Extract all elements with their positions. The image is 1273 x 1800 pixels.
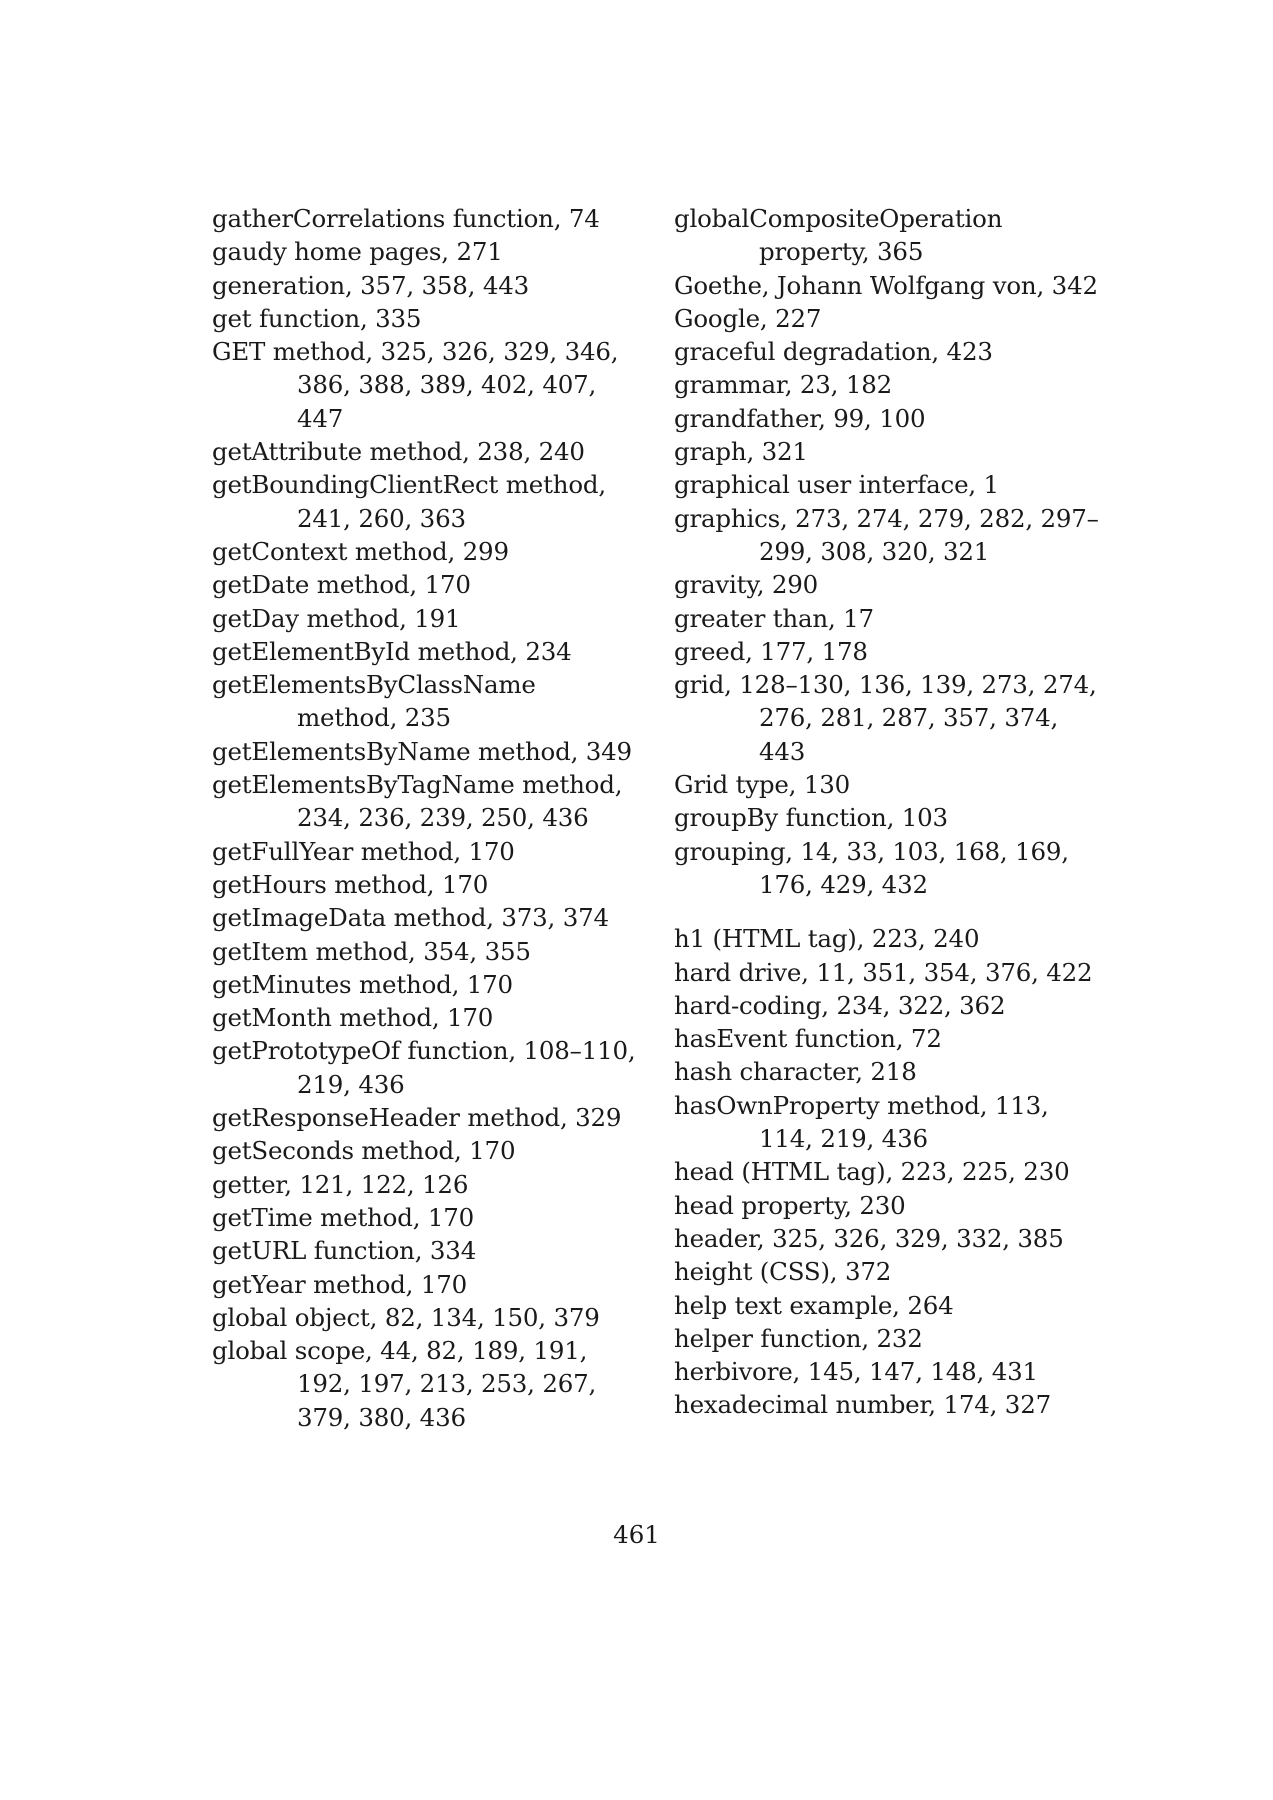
index-entry: getItem method, 354, 355 (212, 936, 531, 966)
index-entry: getYear method, 170 (212, 1269, 468, 1299)
index-entry: getHours method, 170 (212, 869, 489, 899)
index-entry: getElementsByName method, 349 (212, 736, 632, 766)
index-column-left (212, 202, 637, 1434)
index-entry: hasEvent function, 72 (674, 1024, 942, 1054)
index-entry: greed, 177, 178 (674, 636, 868, 666)
index-entry: getBoundingClientRect method, 241, 260, 363 (212, 470, 606, 533)
index-entry: gravity, 290 (674, 570, 819, 600)
index-entry: grouping, 14, 33, 103, 168, 169, 176, 429, 432 (674, 836, 1069, 899)
index-entry: getResponseHeader method, 329 (212, 1103, 622, 1133)
index-entry: GET method, 325, 326, 329, 346, 386, 388, 389, 402, 407, 447 (212, 337, 619, 433)
index-entry: head (HTML tag), 223, 225, 230 (674, 1157, 1070, 1187)
index-entry: getURL function, 334 (212, 1236, 477, 1266)
index-entry: gatherCorrelations function, 74 (212, 204, 600, 233)
index-entry: getDay method, 191 (212, 603, 461, 633)
index-entry: getFullYear method, 170 (212, 836, 515, 866)
index-entry: Grid type, 130 (674, 770, 850, 800)
index-entry: get function, 335 (212, 303, 422, 333)
index-entry: height (CSS), 372 (674, 1257, 892, 1287)
index-entry: hexadecimal number, 174, 327 (674, 1390, 1051, 1420)
index-entry: helper function, 232 (674, 1323, 923, 1353)
index-entry: hard drive, 11, 351, 354, 376, 422 (674, 957, 1093, 987)
index-entry: help text example, 264 (674, 1290, 954, 1320)
index-entry: generation, 357, 358, 443 (212, 270, 530, 300)
index-entry: graphics, 273, 274, 279, 282, 297–299, 308, 320, 321 (674, 503, 1099, 566)
index-entry: Goethe, Johann Wolfgang von, 342 (674, 270, 1098, 300)
index-entry: h1 (HTML tag), 223, 240 (674, 924, 980, 954)
index-entry: getContext method, 299 (212, 536, 509, 566)
index-entry: getElementById method, 234 (212, 636, 572, 666)
index-entry: getPrototypeOf function, 108–110, 219, 436 (212, 1036, 636, 1099)
index-entry: getMonth method, 170 (212, 1003, 494, 1033)
index-entry: graphical user interface, 1 (674, 470, 999, 500)
index-entry: hash character, 218 (674, 1057, 917, 1087)
index-entry: grammar, 23, 182 (674, 370, 892, 400)
index-entry: getter, 121, 122, 126 (212, 1169, 469, 1199)
index-entry: graceful degradation, 423 (674, 337, 993, 367)
index-entry: grandfather, 99, 100 (674, 403, 926, 433)
index-entry: head property, 230 (674, 1190, 906, 1220)
index-entry: getMinutes method, 170 (212, 969, 513, 999)
index-entry: getElementsByTagName method, 234, 236, 239, 250, 436 (212, 770, 623, 833)
index-entry: herbivore, 145, 147, 148, 431 (674, 1357, 1038, 1387)
index-entry: hasOwnProperty method, 113, 114, 219, 436 (674, 1090, 1049, 1154)
index-entry: hard-coding, 234, 322, 362 (674, 990, 1006, 1020)
index-entry: getElementsByClassName method, 235 (212, 670, 536, 733)
index-entry: header, 325, 326, 329, 332, 385 (674, 1223, 1064, 1253)
index-entry: getSeconds method, 170 (212, 1136, 516, 1166)
index-entry: greater than, 17 (674, 603, 874, 633)
index-entry: getDate method, 170 (212, 570, 471, 600)
page-number: 461 (613, 1520, 660, 1549)
index-column-right (674, 202, 1099, 1422)
index-entry: global scope, 44, 82, 189, 191, 192, 197, 213, 253, 267, 379, 380, 436 (212, 1336, 597, 1432)
index-entry: Google, 227 (674, 303, 822, 333)
index-entry: global object, 82, 134, 150, 379 (212, 1302, 600, 1332)
index-entry: grid, 128–130, 136, 139, 273, 274, 276, 281, 287, 357, 374, 443 (674, 670, 1097, 766)
index-entry: groupBy function, 103 (674, 803, 948, 833)
index-entry: getImageData method, 373, 374 (212, 903, 609, 933)
index-entry: getAttribute method, 238, 240 (212, 437, 585, 467)
index-entry: gaudy home pages, 271 (212, 237, 503, 267)
index-entry: graph, 321 (674, 437, 808, 467)
index-entry: getTime method, 170 (212, 1202, 475, 1232)
index-entry: globalCompositeOperation property, 365 (674, 204, 1003, 267)
